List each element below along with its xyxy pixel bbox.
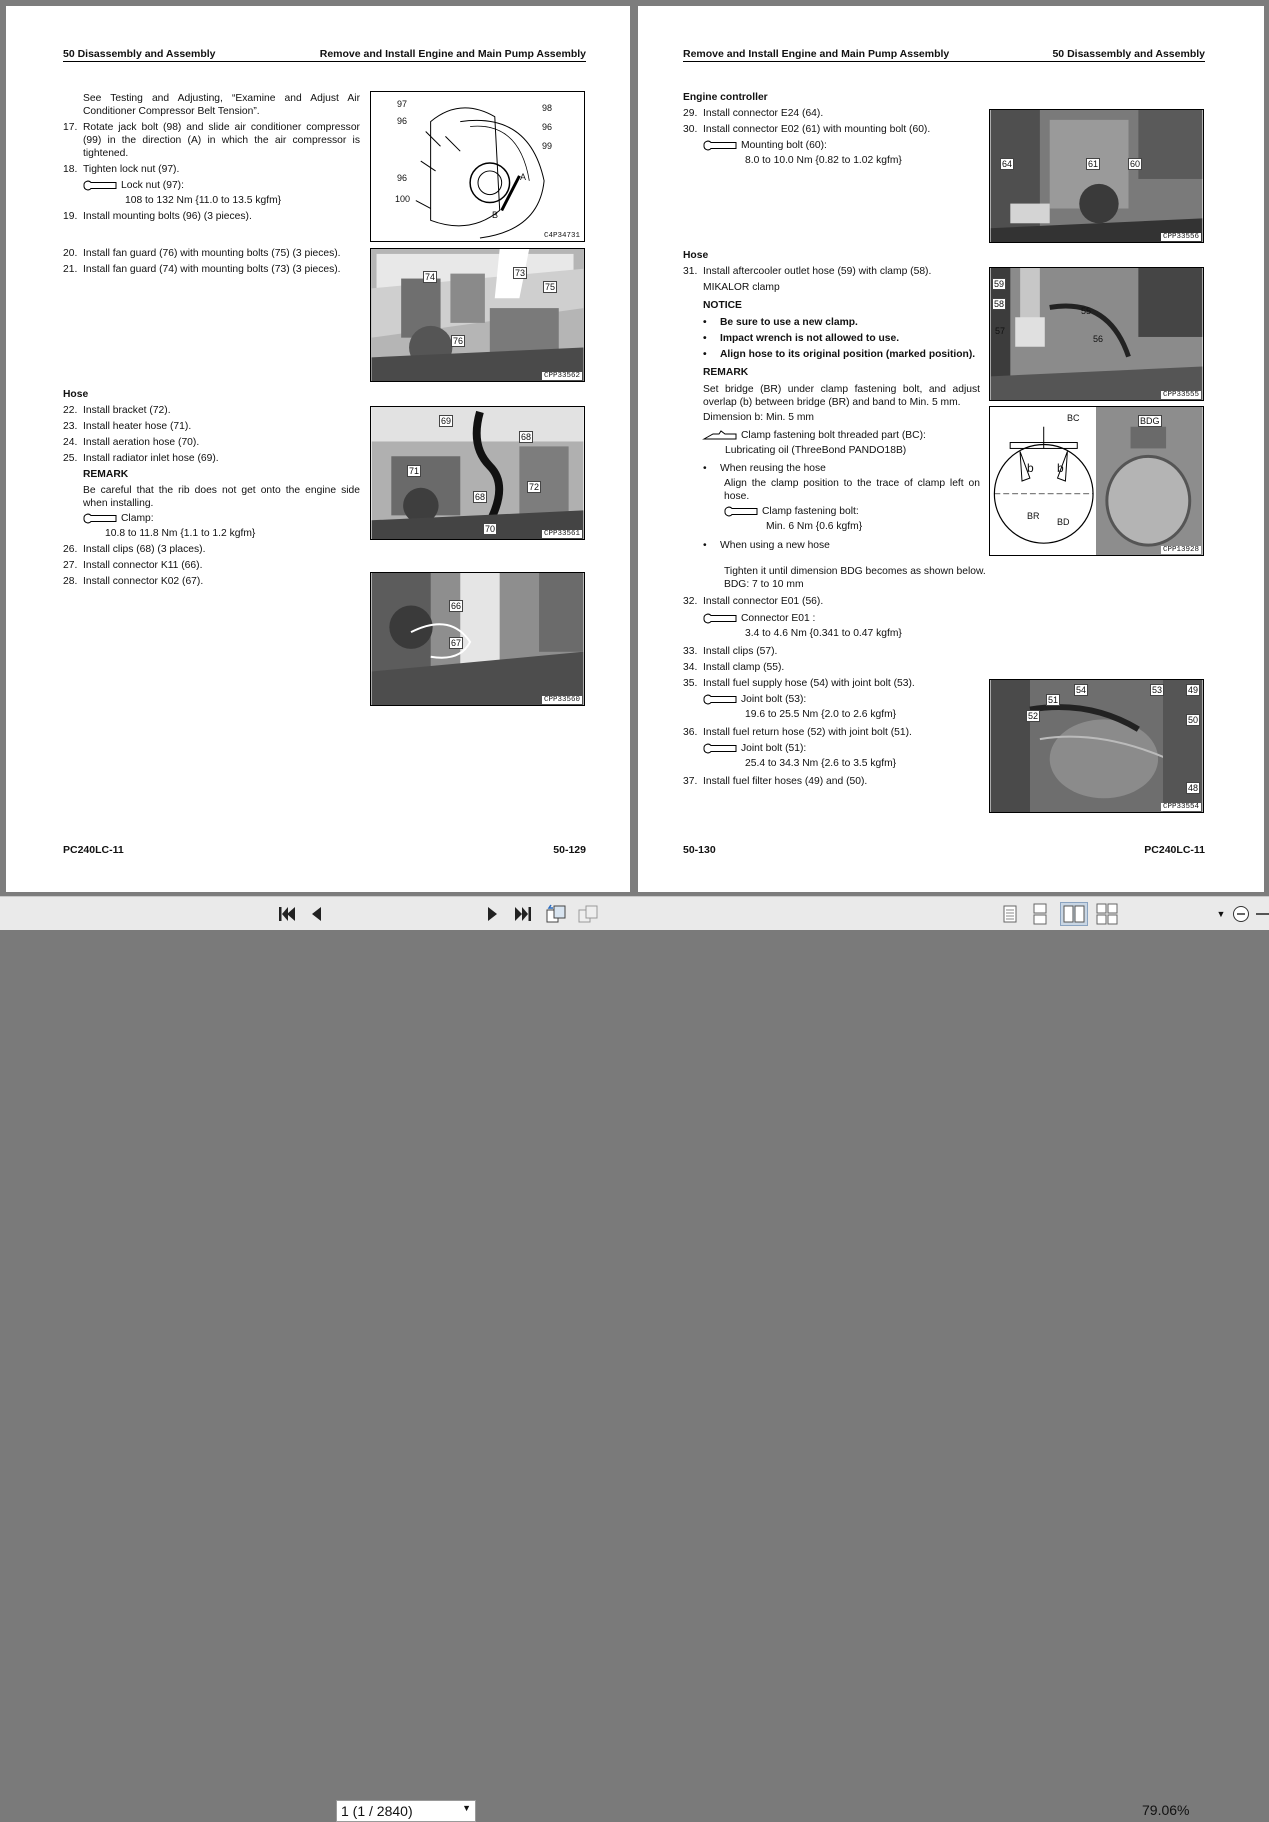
torque-clamp: Clamp: — [83, 512, 360, 525]
remark-title: REMARK — [83, 469, 129, 480]
section-engine-controller: Engine controller — [683, 92, 768, 103]
callout-59: 59 — [994, 279, 1005, 289]
torque-joint-bolt-51-value: 25.4 to 34.3 Nm {2.6 to 3.5 kgfm} — [745, 758, 897, 769]
arrow-right-icon — [486, 905, 500, 923]
step-27: 27. Install connector K11 (66). — [63, 560, 203, 571]
viewer-toolbar — [0, 896, 1269, 1819]
callout-57: 57 — [995, 326, 1006, 336]
figure-code: CPP33554 — [1162, 803, 1199, 811]
zoom-slider[interactable] — [1256, 897, 1269, 931]
remark-text: Be careful that the rib does not get onto the engine side when installing. — [83, 485, 360, 509]
torque-connector-e01-value: 3.4 to 4.6 Nm {0.341 to 0.47 kgfm} — [745, 628, 902, 639]
last-page-icon — [513, 905, 533, 923]
step-33: 33. Install clips (57). — [683, 646, 778, 657]
page-50-129 — [6, 6, 630, 892]
footer-page-number: 50-130 — [683, 844, 716, 856]
callout-98: 98 — [542, 103, 553, 113]
header-left: Remove and Install Engine and Main Pump Assembly — [683, 48, 950, 60]
torque-lock-nut: Lock nut (97): — [83, 179, 360, 192]
step-29: 29. Install connector E24 (64). — [683, 108, 824, 119]
single-page-view-button[interactable] — [998, 897, 1022, 931]
callout-55: 55 — [1081, 306, 1092, 316]
wrench-icon — [703, 694, 737, 705]
two-page-continuous-icon — [1096, 903, 1118, 925]
two-page-icon — [1063, 905, 1085, 923]
footer-page-number: 50-129 — [553, 844, 586, 856]
reuse-hose: • When reusing the hose — [703, 463, 826, 474]
callout-b: b — [1027, 461, 1034, 475]
step-23: 23. Install heater hose (71). — [63, 421, 192, 432]
new-hose-text: Tighten it until dimension BDG becomes as shown below. BDG: 7 to 10 mm — [724, 566, 986, 590]
zoom-level[interactable]: 79.06% — [1142, 1802, 1190, 1818]
callout-BR: BR — [1027, 511, 1040, 521]
wrench-icon — [724, 506, 758, 517]
torque-joint-bolt-51: Joint bolt (51): — [703, 742, 983, 755]
header-rule — [683, 61, 1205, 62]
intro-text: See Testing and Adjusting, “Examine and Adjust Air Conditioner Compressor Belt Tension”. — [83, 93, 360, 117]
header-rule — [63, 61, 586, 62]
first-page-button[interactable] — [274, 897, 300, 931]
section-hose: Hose — [63, 389, 89, 400]
two-page-continuous-button[interactable] — [1094, 897, 1120, 931]
wrench-icon — [83, 180, 117, 191]
callout-53: 53 — [1152, 685, 1163, 695]
step-25: 25. Install radiator inlet hose (69). — [63, 453, 219, 464]
callout-b: b — [1057, 461, 1064, 475]
new-hose: • When using a new hose — [703, 540, 830, 551]
right-column-hose — [683, 249, 980, 554]
figure-engine-controller-photo — [989, 109, 1204, 243]
notice-item: • Be sure to use a new clamp. — [703, 317, 858, 328]
go-back-button[interactable] — [543, 897, 569, 931]
section-hose: Hose — [683, 250, 709, 261]
single-page-icon — [1002, 904, 1018, 924]
dimension-b: Dimension b: Min. 5 mm — [703, 412, 815, 423]
callout-73: 73 — [515, 268, 526, 278]
step-18: 18. Tighten lock nut (97). — [63, 164, 180, 175]
zoom-out-icon — [1232, 905, 1250, 923]
grease-spec: Clamp fastening bolt threaded part (BC): — [703, 429, 980, 442]
figure-code: CPP33560 — [543, 696, 580, 704]
figure-connector-photo — [370, 572, 585, 706]
reuse-hose-text: Align the clamp position to the trace of clamp left on hose. — [724, 478, 980, 502]
callout-50: 50 — [1188, 715, 1199, 725]
callout-52: 52 — [1028, 711, 1039, 721]
header-right: Remove and Install Engine and Main Pump Assembly — [319, 48, 586, 60]
chevron-down-icon: ▼ — [1216, 909, 1226, 919]
callout-70: 70 — [485, 524, 496, 534]
callout-97: 97 — [397, 99, 408, 109]
callout-69: 69 — [441, 416, 452, 426]
figure-code: CPP33556 — [1162, 233, 1199, 241]
figure-compressor-drawing — [370, 91, 585, 242]
callout-64: 64 — [1002, 159, 1013, 169]
continuous-view-button[interactable] — [1028, 897, 1052, 931]
step-34: 34. Install clamp (55). — [683, 662, 785, 673]
continuous-page-icon — [1032, 903, 1048, 925]
step-22: 22. Install bracket (72). — [63, 405, 171, 416]
document-viewport[interactable] — [0, 0, 1269, 896]
callout-72: 72 — [529, 482, 540, 492]
callout-58: 58 — [994, 299, 1005, 309]
header-right: 50 Disassembly and Assembly — [1052, 48, 1205, 60]
page-50-130 — [638, 6, 1264, 892]
step-21: 21. Install fan guard (74) with mounting bolts (73) (3 pieces). — [63, 264, 341, 275]
torque-clamp-bolt-value: Min. 6 Nm {0.6 kgfm} — [766, 521, 863, 532]
callout-56: 56 — [1093, 334, 1104, 344]
last-page-button[interactable] — [510, 897, 536, 931]
callout-100: 100 — [395, 194, 411, 204]
step-37: 37. Install fuel filter hoses (49) and (50). — [683, 776, 868, 787]
left-column-hose — [63, 388, 360, 591]
torque-clamp-bolt: Clamp fastening bolt: — [724, 505, 980, 518]
figure-code: C4P34731 — [543, 232, 580, 240]
right-column-lower — [683, 595, 983, 791]
callout-96: 96 — [397, 116, 408, 126]
figure-aftercooler-hose-photo — [989, 267, 1204, 401]
torque-connector-e01: Connector E01 : — [703, 612, 983, 625]
callout-71: 71 — [409, 466, 420, 476]
figure-hose-photo — [370, 406, 585, 540]
callout-68: 68 — [521, 432, 532, 442]
two-page-view-button[interactable] — [1060, 902, 1088, 926]
mikalor-clamp: MIKALOR clamp — [703, 282, 780, 293]
callout-B: B — [492, 210, 499, 220]
step-20: 20. Install fan guard (76) with mounting bolts (75) (3 pieces). — [63, 248, 341, 259]
header-left: 50 Disassembly and Assembly — [63, 48, 216, 60]
first-page-icon — [277, 905, 297, 923]
step-19: 19. Install mounting bolts (96) (3 pieces). — [63, 211, 252, 222]
chevron-down-icon[interactable]: ▼ — [462, 1803, 471, 1813]
torque-clamp-value: 10.8 to 11.8 Nm {1.1 to 1.2 kgfm} — [105, 528, 256, 539]
next-page-button[interactable] — [482, 897, 504, 931]
slider-track — [1256, 913, 1269, 915]
callout-48: 48 — [1188, 783, 1199, 793]
callout-76: 76 — [453, 336, 464, 346]
callout-96: 96 — [542, 122, 553, 132]
step-31: 31. Install aftercooler outlet hose (59) with clamp (58). — [683, 266, 932, 277]
remark-text: Set bridge (BR) under clamp fastening bolt, and adjust overlap (b) between bridge (BR) and band to Min. 5 mm. — [703, 384, 980, 408]
back-view-icon — [545, 904, 567, 924]
callout-61: 61 — [1088, 159, 1099, 169]
callout-49: 49 — [1188, 685, 1199, 695]
callout-BDG: BDG — [1140, 416, 1160, 426]
callout-68: 68 — [475, 492, 486, 502]
wrench-icon — [703, 613, 737, 624]
zoom-out-button[interactable] — [1230, 897, 1252, 931]
left-column-fan — [63, 247, 360, 279]
zoom-dropdown[interactable] — [1214, 897, 1228, 931]
callout-99: 99 — [542, 141, 553, 151]
torque-joint-bolt-53: Joint bolt (53): — [703, 693, 983, 706]
callout-67: 67 — [451, 638, 462, 648]
figure-fuel-hose-photo — [989, 679, 1204, 813]
figure-code: CPP33555 — [1162, 391, 1199, 399]
notice-item: • Align hose to its original position (marked position). — [703, 349, 976, 360]
previous-page-button[interactable] — [304, 897, 328, 931]
notice-item: • Impact wrench is not allowed to use. — [703, 333, 900, 344]
figure-fan-guard-photo — [370, 248, 585, 382]
step-35: 35. Install fuel supply hose (54) with joint bolt (53). — [683, 678, 915, 689]
torque-mounting-bolt: Mounting bolt (60): — [703, 139, 983, 152]
callout-BC: BC — [1067, 413, 1080, 423]
oil-can-icon — [703, 430, 737, 441]
step-30: 30. Install connector E02 (61) with mounting bolt (60). — [683, 124, 931, 135]
footer-model: PC240LC-11 — [1144, 844, 1205, 856]
torque-joint-bolt-53-value: 19.6 to 25.5 Nm {2.0 to 2.6 kgfm} — [745, 709, 897, 720]
torque-lock-nut-value: 108 to 132 Nm {11.0 to 13.5 kgfm} — [125, 195, 282, 206]
step-28: 28. Install connector K02 (67). — [63, 576, 204, 587]
footer-model: PC240LC-11 — [63, 844, 124, 856]
step-32: 32. Install connector E01 (56). — [683, 596, 824, 607]
callout-60: 60 — [1130, 159, 1141, 169]
go-forward-button[interactable] — [575, 897, 601, 931]
grease-spec-value: Lubricating oil (ThreeBond PANDO18B) — [725, 445, 907, 456]
forward-view-icon — [577, 904, 599, 924]
callout-96: 96 — [397, 173, 408, 183]
arrow-left-icon — [309, 905, 323, 923]
notice-title: NOTICE — [703, 300, 742, 311]
step-26: 26. Install clips (68) (3 places). — [63, 544, 206, 555]
wrench-icon — [83, 513, 117, 524]
callout-51: 51 — [1048, 695, 1059, 705]
wrench-icon — [703, 140, 737, 151]
step-17: 17. Rotate jack bolt (98) and slide air conditioner compressor (99) in the direction (A) in which the air compressor is tightened. — [63, 122, 360, 159]
remark-title: REMARK — [703, 367, 749, 378]
wrench-icon — [703, 743, 737, 754]
figure-code: CPP33562 — [543, 372, 580, 380]
page-number-input[interactable]: 1 (1 / 2840) ▼ — [336, 1800, 476, 1822]
figure-code: CPP33561 — [543, 530, 580, 538]
callout-54: 54 — [1076, 685, 1087, 695]
callout-75: 75 — [545, 282, 556, 292]
callout-BD: BD — [1057, 517, 1070, 527]
torque-mounting-bolt-value: 8.0 to 10.0 Nm {0.82 to 1.02 kgfm} — [745, 155, 902, 166]
figure-clamp-diagram — [989, 406, 1204, 556]
callout-66: 66 — [451, 601, 462, 611]
callout-74: 74 — [425, 272, 436, 282]
left-column-top — [63, 92, 360, 226]
callout-A: A — [520, 172, 527, 182]
right-column-engine — [683, 91, 983, 170]
step-24: 24. Install aeration hose (70). — [63, 437, 200, 448]
step-36: 36. Install fuel return hose (52) with joint bolt (51). — [683, 727, 912, 738]
figure-code: CPP13928 — [1162, 546, 1199, 554]
